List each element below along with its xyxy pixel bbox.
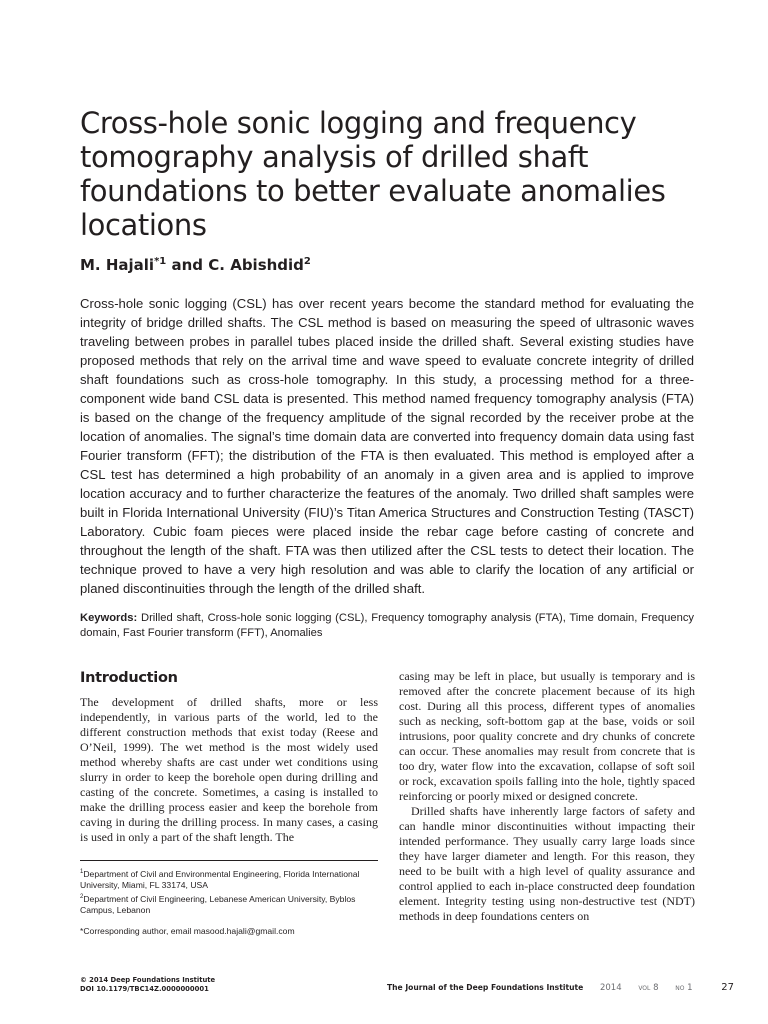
author-1-affiliation-mark: *1 bbox=[154, 256, 167, 267]
footer-no-label: NO bbox=[675, 985, 685, 992]
footer-vol-label: VOL bbox=[638, 985, 651, 992]
footnote-affiliation-2 bbox=[80, 892, 378, 916]
right-column-paragraph-1: casing may be left in place, but usually is temporary and is removed after the concrete placement because of its high cost. During all this process, different types of anomalies such as necking, soft-bottom gap at the base, voids or soil intrusions, poor quality concrete and dry chunks of concrete can occur. These anomalies may result from concrete that is too dry, water flow into the excavation, collapse of soft soil or rock, excavation spoils falling into the hole, tightly spaced reinforcing or poorly mixed or designed concrete. bbox=[399, 669, 695, 803]
introduction-right-column bbox=[399, 669, 695, 924]
author-2-name: C. Abishdid bbox=[208, 256, 304, 274]
footnote-divider bbox=[80, 860, 378, 861]
keywords-label: Keywords: bbox=[80, 612, 138, 624]
footnote-2-mark: 2 bbox=[80, 893, 84, 900]
author-line bbox=[80, 256, 311, 274]
corresponding-author-note: *Corresponding author, email masood.hajali@gmail.com bbox=[80, 925, 295, 936]
right-column-paragraph-2: Drilled shafts have inherently large factors of safety and can handle minor discontinuities without impacting their intended performance. They usually carry large loads since they have larger diameter and length. For this reason, they need to be built with a high level of quality assurance and control applied to each in-place constructed deep foundation element. Integrity testing using non-destructive test (NDT) methods in deep foundations centers on bbox=[399, 804, 695, 923]
author-1-name: M. Hajali bbox=[80, 256, 155, 274]
footnotes bbox=[80, 867, 378, 938]
footnote-2-text: Department of Civil Engineering, Lebanese American University, Byblos Campus, Lebanon bbox=[80, 893, 356, 915]
footer-journal-info bbox=[387, 982, 734, 993]
page-number: 27 bbox=[721, 982, 734, 993]
paper-title: Cross-hole sonic logging and frequency tomography analysis of drilled shaft foundations to better evaluate anomalies locations bbox=[80, 106, 666, 242]
footer-publisher-info bbox=[80, 976, 215, 994]
footer-vol: 8 bbox=[653, 983, 659, 993]
footer-doi: DOI 10.1179/TBC14Z.0000000001 bbox=[80, 985, 209, 993]
author-connector: and bbox=[171, 256, 204, 274]
introduction-heading: Introduction bbox=[80, 670, 178, 686]
footer-year: 2014 bbox=[599, 983, 622, 993]
footnote-1-mark: 1 bbox=[80, 869, 84, 875]
footnote-1-text: Department of Civil and Environmental Engineering, Florida International University, Miami, FL 33174, USA bbox=[80, 868, 360, 890]
footer-no: 1 bbox=[687, 983, 693, 993]
keywords bbox=[80, 611, 694, 641]
author-2-affiliation-mark: 2 bbox=[303, 256, 311, 267]
introduction-left-column: The development of drilled shafts, more or less independently, in various parts of the world, led to the different construction methods that exist today (Reese and O’Neil, 1999). The wet method is the most widely used method whereby shafts are cast under wet conditions using slurry in order to keep the borehole open during drilling and casting of the concrete. Sometimes, a casing is installed to make the drilling process easier and keep the borehole from caving in during the drilling process. In many cases, a casing is used in only a part of the shaft length. The bbox=[80, 695, 378, 844]
footnote-affiliation-1 bbox=[80, 867, 378, 891]
keywords-text: Drilled shaft, Cross-hole sonic logging (CSL), Frequency tomography analysis (FTA), Time domain, Frequency domain, Fast Fourier transform (FFT), Anomalies bbox=[80, 612, 695, 639]
footer-copyright: © 2014 Deep Foundations Institute bbox=[80, 976, 216, 984]
footer-journal-name: The Journal of the Deep Foundations Institute bbox=[386, 983, 584, 992]
abstract: Cross-hole sonic logging (CSL) has over recent years become the standard method for evaluating the integrity of bridge drilled shafts. The CSL method is based on measuring the speed of ultrasonic waves traveling between probes in parallel tubes placed inside the drilled shaft. Several existing studies have proposed methods that rely on the arrival time and wave speed to evaluate concrete integrity of drilled shaft foundations such as cross-hole tomography. In this study, a processing method for a three-component wide band CSL data is presented. This method named frequency tomography analysis (FTA) is based on the change of the frequency amplitude of the signal recorded by the receiver probe at the location of anomalies. The signal’s time domain data are converted into frequency domain data using fast Fourier transform (FFT); the distribution of the FTA is then evaluated. This method is employed after a CSL test has determined a high probability of an anomaly in a given area and is applied to improve location accuracy and to further characterize the features of the anomaly. Two drilled shaft samples were built in Florida International University (FIU)’s Titan America Structures and Construction Testing (TASCT) Laboratory. Cubic foam pieces were placed inside the rebar cage before casting of concrete and throughout the length of the shaft. FTA was then utilized after the CSL tests to detect their location. The technique proved to have a very high resolution and was able to clarify the location of any artificial or planed discontinuities through the length of the drilled shaft. bbox=[80, 296, 694, 596]
